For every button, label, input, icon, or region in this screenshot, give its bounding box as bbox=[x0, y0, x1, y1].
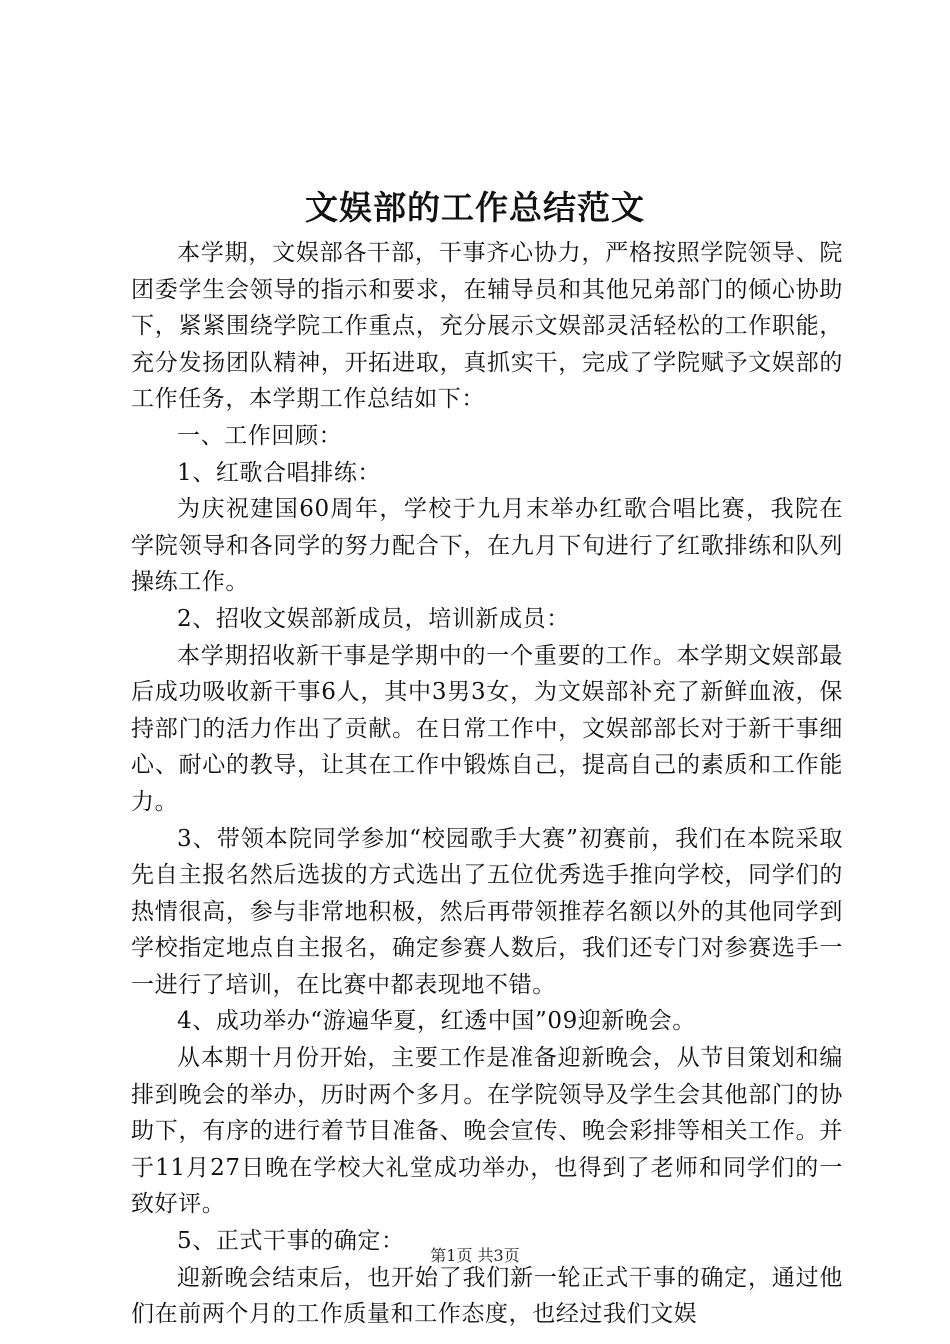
paragraph-item-4: 从本期十月份开始，主要工作是准备迎新晚会，从节目策划和编排到晚会的举办，历时两个多月。在学院领导及学生会其他部门的协助下，有序的进行着节目准备、晚会宣传、晚会彩排等相关工作。并于11月27日晚在学校大礼堂成功举办，也得到了老师和同学们的一致好评。 bbox=[131, 1045, 843, 1218]
heading-item-4: 4、成功举办“游遍华夏，红透中国”09迎新晚会。 bbox=[177, 1008, 696, 1035]
paragraph-item-3: 3、带领本院同学参加“校园歌手大赛”初赛前，我们在本院采取先自主报名然后选拔的方式选出了五位优秀选手推向学校，同学们的热情很高，参与非常地积极，然后再带领推荐名额以外的其他同学到学校指定地点自主报名，确定参赛人数后，我们还专门对参赛选手一一进行了培训，在比赛中都表现地不错。 bbox=[131, 825, 843, 998]
heading-item-5: 5、正式干事的确定： bbox=[177, 1228, 405, 1255]
heading-item-2: 2、招收文娱部新成员，培训新成员： bbox=[177, 605, 570, 632]
paragraph-item-5: 迎新晚会结束后，也开始了我们新一轮正式干事的确定，通过他们在前两个月的工作质量和工作态度，也经过我们文娱 bbox=[131, 1264, 843, 1328]
paragraph-intro: 本学期，文娱部各干部，干事齐心协力，严格按照学院领导、院团委学生会领导的指示和要求，在辅导员和其他兄弟部门的倾心协助下，紧紧围绕学院工作重点，充分展示文娱部灵活轻松的工作职能，充分发扬团队精神，开拓进取，真抓实干，完成了学院赋予文娱部的工作任务，本学期工作总结如下： bbox=[131, 240, 843, 413]
heading-work-review: 一、工作回顾： bbox=[177, 422, 343, 449]
document-title: 文娱部的工作总结范文 bbox=[305, 188, 645, 227]
paragraph-item-2: 本学期招收新干事是学期中的一个重要的工作。本学期文娱部最后成功吸收新干事6人，其中3男3女，为文娱部补充了新鲜血液，保持部门的活力作出了贡献。在日常工作中，文娱部部长对于新干事细心、耐心的教导，让其在工作中锻炼自己，提高自己的素质和工作能力。 bbox=[131, 642, 843, 815]
heading-item-1: 1、红歌合唱排练： bbox=[177, 459, 382, 486]
document-body bbox=[131, 235, 843, 1333]
page-footer: 第1页 共3页 bbox=[430, 1246, 520, 1265]
paragraph-item-1: 为庆祝建国60周年，学校于九月末举办红歌合唱比赛，我院在学院领导和各同学的努力配合下，在九月下旬进行了红歌排练和队列操练工作。 bbox=[131, 496, 843, 596]
